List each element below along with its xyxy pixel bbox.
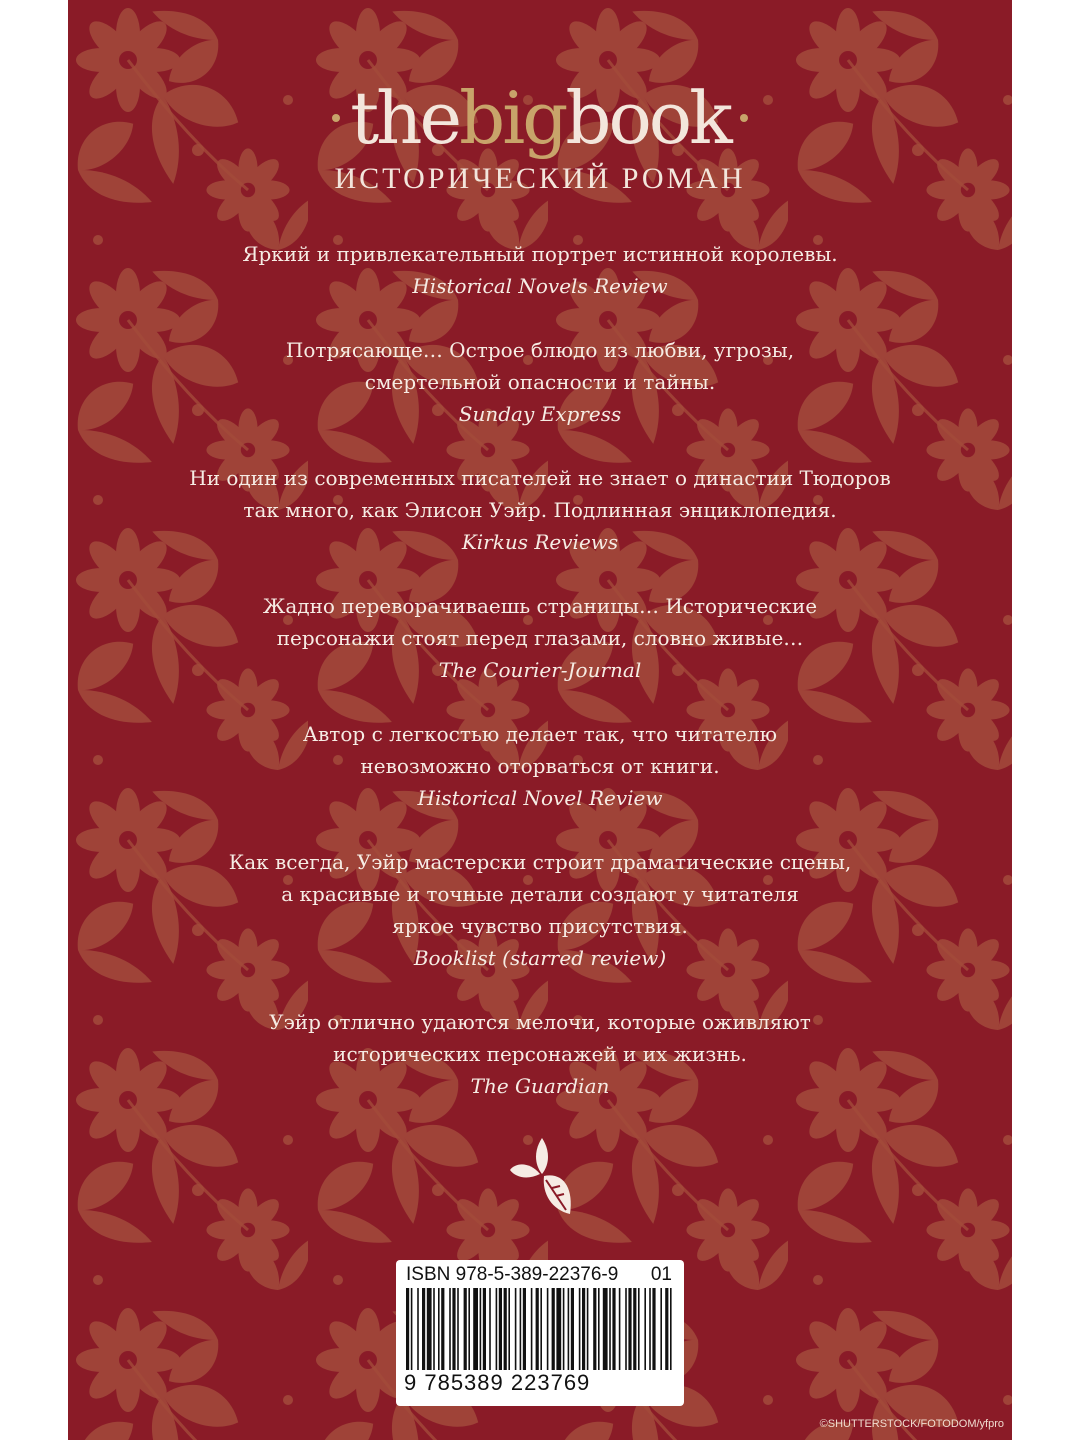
barcode-bar: [660, 1288, 662, 1370]
review-text-line: Как всегда, Уэйр мастерски строит драматические сцены,: [228, 850, 852, 874]
barcode-bar: [433, 1288, 435, 1370]
barcode-bar: [540, 1288, 542, 1370]
logo-dot-right: [740, 114, 748, 122]
logo-the: the: [350, 76, 460, 160]
barcode-bar: [449, 1288, 451, 1370]
barcode-bar: [422, 1288, 425, 1370]
barcode-bar: [496, 1288, 498, 1370]
isbn-suffix: 01: [650, 1264, 672, 1285]
barcode-bar: [563, 1288, 565, 1370]
review-text-line: Яркий и привлекательный портрет истинной королевы.: [242, 242, 838, 266]
barcode-bar: [670, 1288, 672, 1370]
barcode-bar: [411, 1288, 413, 1370]
barcode-bar: [536, 1288, 539, 1370]
barcode-bar: [417, 1288, 419, 1370]
barcode-bar: [480, 1288, 482, 1370]
barcode-bar: [531, 1288, 533, 1370]
review-text-line: исторических персонажей и их жизнь.: [333, 1042, 747, 1066]
barcode-bar: [593, 1288, 596, 1370]
review-text-line: Потрясающе… Острое блюдо из любви, угрозы,: [285, 338, 795, 362]
logo-big: big: [459, 76, 566, 160]
barcode-bar: [644, 1288, 646, 1370]
barcode-bar: [457, 1288, 459, 1370]
review-text-line: персонажи стоят перед глазами, словно живые…: [276, 626, 804, 650]
barcode-bar: [483, 1288, 486, 1370]
barcode-bar: [499, 1288, 502, 1370]
barcode-bar: [665, 1288, 668, 1370]
review-1: [128, 238, 952, 302]
review-source: Historical Novel Review: [417, 786, 663, 810]
barcode-bar: [571, 1288, 574, 1370]
barcode-bar: [441, 1288, 444, 1370]
review-text-line: яркое чувство присутствия.: [392, 914, 688, 938]
review-4: [128, 590, 952, 686]
review-text-line: а красивые и точные детали создают у читателя: [281, 882, 799, 906]
review-text-line: Ни один из современных писателей не знает о династии Тюдоров: [189, 466, 891, 490]
logo-book: book: [565, 76, 730, 160]
review-source: Sunday Express: [458, 402, 622, 426]
review-2: [128, 334, 952, 430]
barcode-bar: [452, 1288, 455, 1370]
review-source: Historical Novels Review: [412, 274, 668, 298]
review-source: Kirkus Reviews: [461, 530, 619, 554]
barcode-bar: [523, 1288, 526, 1370]
publisher-logo: [68, 76, 1012, 160]
barcode-bar: [612, 1288, 615, 1370]
review-source: The Courier-Journal: [438, 658, 642, 682]
barcode-bar: [427, 1288, 432, 1370]
barcode-bar: [552, 1288, 555, 1370]
barcode-bar: [406, 1288, 409, 1370]
barcode-bar: [579, 1288, 581, 1370]
barcode-bar: [649, 1288, 651, 1370]
review-quotes: [128, 238, 952, 1134]
review-source: Booklist (starred review): [413, 946, 667, 970]
photo-credit: ©SHUTTERSTOCK/FOTODOM/yfpro: [819, 1418, 1004, 1430]
barcode-bar: [568, 1288, 570, 1370]
barcode-bar: [556, 1288, 561, 1370]
barcode-bar: [633, 1288, 636, 1370]
leaf-icon: [504, 1130, 580, 1220]
barcode-bar: [464, 1288, 467, 1370]
review-7: [128, 1006, 952, 1102]
barcode-bar: [587, 1288, 589, 1370]
barcode-bar: [598, 1288, 600, 1370]
barcode-bar: [520, 1288, 522, 1370]
barcode-bars: [404, 1288, 676, 1370]
barcode-bar: [628, 1288, 631, 1370]
barcode-bar: [504, 1288, 507, 1370]
barcode-bar: [489, 1288, 491, 1370]
barcode-bar: [508, 1288, 510, 1370]
barcode-bar: [652, 1288, 655, 1370]
barcode-bar: [438, 1288, 440, 1370]
review-source: The Guardian: [470, 1074, 610, 1098]
review-text-line: Уэйр отлично удаются мелочи, которые оживляют: [269, 1010, 811, 1034]
barcode-bar: [547, 1288, 549, 1370]
barcode-bar: [625, 1288, 627, 1370]
barcode-bar: [582, 1288, 585, 1370]
isbn-number: ISBN 978-5-389-22376-9: [406, 1264, 619, 1285]
barcode-bar: [515, 1288, 517, 1370]
barcode-bar: [638, 1288, 640, 1370]
barcode-bar: [603, 1288, 608, 1370]
review-text-line: Автор с легкостью делает так, что читателю: [302, 722, 778, 746]
logo-dot-left: [332, 114, 340, 122]
barcode-bar: [473, 1288, 478, 1370]
review-text-line: так много, как Элисон Уэйр. Подлинная энциклопедия.: [243, 498, 837, 522]
barcode-bar: [468, 1288, 470, 1370]
review-3: [128, 462, 952, 558]
book-back-cover: [68, 0, 1012, 1440]
review-text-line: смертельной опасности и тайны.: [364, 370, 716, 394]
review-text-line: Жадно переворачиваешь страницы… Исторические: [262, 594, 818, 618]
review-6: [128, 846, 952, 974]
barcode-bar: [609, 1288, 611, 1370]
barcode-bar: [619, 1288, 621, 1370]
review-5: [128, 718, 952, 814]
series-title: ИСТОРИЧЕСКИЙ РОМАН: [334, 162, 746, 195]
barcode-digits: 9 785389 223769: [404, 1370, 591, 1395]
isbn-barcode: [396, 1260, 684, 1406]
review-text-line: невозможно оторваться от книги.: [360, 754, 720, 778]
